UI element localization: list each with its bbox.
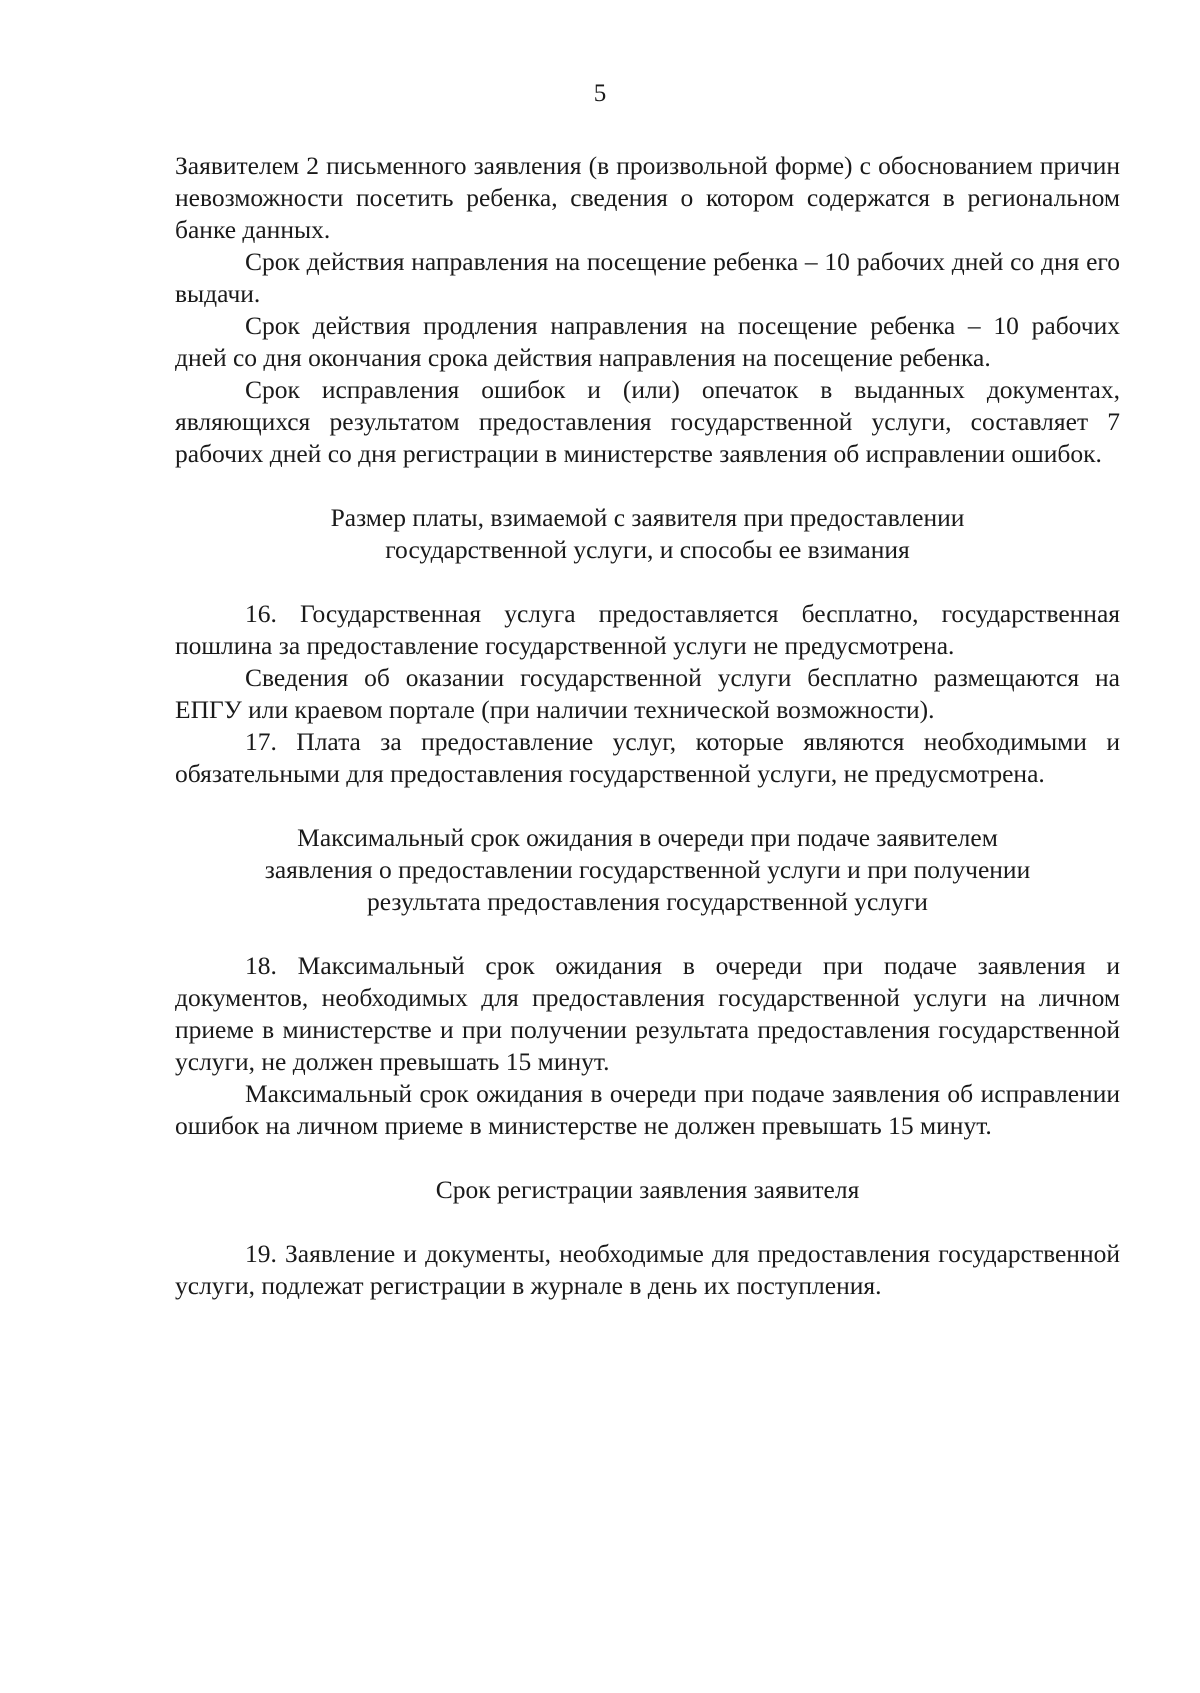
heading-line: Максимальный срок ожидания в очереди при подаче заявителем: [297, 823, 998, 852]
paragraph-continuation: Заявителем 2 письменного заявления (в произвольной форме) с обоснованием причин невозможности посетить ребенка, сведения о котором содержатся в региональном банке данных.: [175, 151, 1120, 244]
section-heading-fee: [175, 502, 1120, 566]
heading-line: заявления о предоставлении государственной услуги и при получении: [264, 855, 1031, 884]
heading-line: Размер платы, взимаемой с заявителя при предоставлении: [330, 503, 965, 532]
paragraph-item-18: 18. Максимальный срок ожидания в очереди при подаче заявления и документов, необходимых для предоставления государственной услуги на личном приеме в министерстве и при получении результата предоставления государственной услуги, не должен превышать 15 минут.: [175, 951, 1120, 1076]
section-heading-wait-time: [175, 822, 1120, 918]
page-number: 5: [593, 80, 607, 107]
document-body: [175, 150, 1120, 1302]
paragraph-extension-validity: Срок действия продления направления на посещение ребенка – 10 рабочих дней со дня окончания срока действия направления на посещение ребенка.: [175, 311, 1120, 372]
paragraph-free-service-info: Сведения об оказании государственной услуги бесплатно размещаются на ЕПГУ или краевом портале (при наличии технической возможности).: [175, 663, 1120, 724]
paragraph-error-correction-wait: Максимальный срок ожидания в очереди при подаче заявления об исправлении ошибок на личном приеме в министерстве не должен превышать 15 минут.: [175, 1079, 1120, 1140]
heading-line: Срок регистрации заявления заявителя: [435, 1175, 860, 1204]
section-heading-registration: [175, 1174, 1120, 1206]
paragraph-item-19: 19. Заявление и документы, необходимые для предоставления государственной услуги, подлежат регистрации в журнале в день их поступления.: [175, 1239, 1120, 1300]
paragraph-error-correction-term: Срок исправления ошибок и (или) опечаток в выданных документах, являющихся результатом предоставления государственной услуги, составляет 7 рабочих дней со дня регистрации в министерстве заявления об исправлении ошибок.: [175, 375, 1120, 468]
paragraph-direction-validity: Срок действия направления на посещение ребенка – 10 рабочих дней со дня его выдачи.: [175, 247, 1120, 308]
paragraph-item-16: 16. Государственная услуга предоставляется бесплатно, государственная пошлина за предоставление государственной услуги не предусмотрена.: [175, 599, 1120, 660]
heading-line: государственной услуги, и способы ее взимания: [385, 535, 910, 564]
heading-line: результата предоставления государственной услуги: [367, 887, 928, 916]
paragraph-item-17: 17. Плата за предоставление услуг, которые являются необходимыми и обязательными для предоставления государственной услуги, не предусмотрена.: [175, 727, 1120, 788]
